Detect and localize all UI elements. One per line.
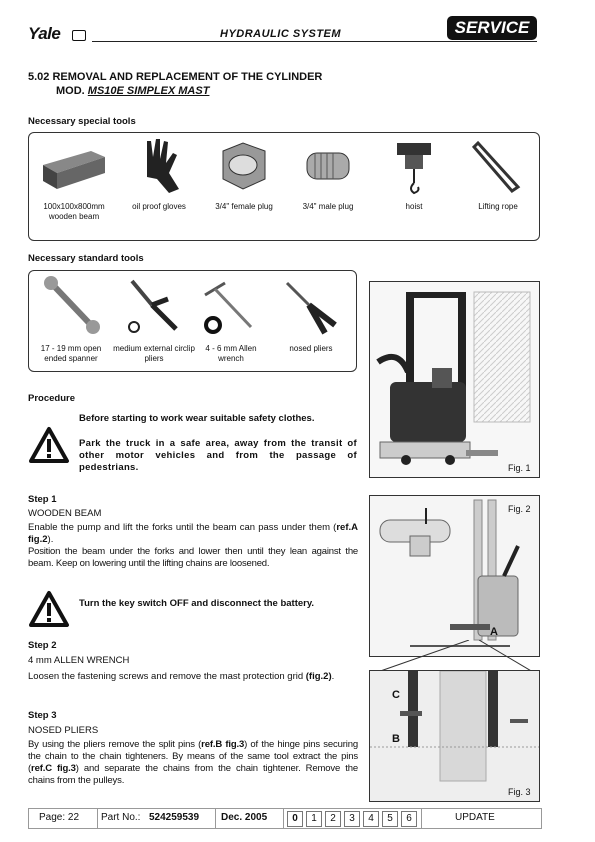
footer-partno: 524259539: [149, 812, 200, 823]
step3-text-c: ) and separate the chains from the chain tightener. Remove the chains from the pulleys.: [28, 763, 358, 786]
revision-digit: 2: [325, 811, 341, 827]
tool-nosed-pliers: [271, 275, 351, 354]
standard-tools-heading: Necessary standard tools: [28, 253, 144, 264]
figure-3-label-c: C: [392, 689, 400, 701]
step1-text-a: Enable the pump and lift the forks until the beam can pass under them (: [28, 522, 337, 533]
revision-digit: 0: [287, 811, 303, 827]
truck-figure-icon: [370, 282, 539, 477]
section-number-title: 5.02 REMOVAL AND REPLACEMENT OF THE CYLINDER: [28, 71, 323, 83]
tool-label: 3/4" female plug: [215, 202, 273, 211]
circlip-pliers-icon: [122, 275, 186, 337]
step2-text: [28, 671, 356, 683]
tool-label: 100x100x800mm wooden beam: [43, 202, 105, 221]
tool-lifting-rope: [459, 137, 537, 212]
tool-label: nosed pliers: [289, 344, 333, 353]
figure-3-label-b: B: [392, 733, 400, 745]
hoist-icon: [389, 137, 439, 195]
figure-2-label: Fig. 2: [508, 504, 531, 514]
mod-label: MOD.: [56, 85, 85, 97]
step1-tool: WOODEN BEAM: [28, 508, 102, 519]
tool-hoist: [374, 137, 454, 212]
tool-label: Lifting rope: [478, 202, 518, 211]
procedure-heading: Procedure: [28, 393, 75, 404]
standard-tools-box: [28, 270, 357, 372]
service-badge: SERVICE: [447, 16, 537, 40]
warning-triangle-icon: [28, 426, 70, 464]
step1-text: [28, 522, 358, 570]
step2-heading: Step 2: [28, 640, 57, 651]
warning-triangle-icon: [28, 590, 70, 628]
revision-digit: 5: [382, 811, 398, 827]
figure-3-label: Fig. 3: [508, 787, 531, 797]
footer-date: Dec. 2005: [221, 812, 268, 823]
step3-text-a: By using the pliers remove the split pins (: [28, 739, 202, 750]
revision-digit: 4: [363, 811, 379, 827]
step1-warning-battery: Turn the key switch OFF and disconnect the battery.: [79, 598, 315, 609]
spanner-icon: [39, 275, 103, 337]
step3-text-b: ) of the hinge pins securing the chain to the chain tighteners. By means of the same tool extract the pins (: [28, 739, 358, 774]
tool-label: oil proof gloves: [132, 202, 186, 211]
procedure-warning-clothes: Before starting to work wear suitable safety clothes.: [79, 413, 315, 424]
procedure-warning-park: Park the truck in a safe area, away from the transit of other motor vehicles and from the passage of pedestrians.: [79, 438, 357, 473]
yale-logo: Yale: [28, 24, 61, 43]
step1-text-b: ).: [47, 534, 54, 545]
footer-update: UPDATE: [455, 812, 495, 823]
header-title: HYDRAULIC SYSTEM: [220, 28, 342, 40]
nosed-pliers-icon: [279, 275, 343, 337]
footer-partno-label: Part No.:: [101, 812, 141, 823]
female-plug-icon: [213, 139, 275, 195]
tool-male-plug: [287, 139, 369, 212]
revision-digit: 1: [306, 811, 322, 827]
tool-label: 4 - 6 mm Allen wrench: [205, 344, 257, 363]
tool-wooden-beam: [33, 143, 115, 222]
footer-bar: [28, 808, 542, 829]
revision-digit: 6: [401, 811, 417, 827]
mod-value: MS10E SIMPLEX MAST: [87, 85, 210, 97]
truck-mast-figure-icon: [370, 496, 539, 656]
tool-circlip-pliers: [113, 275, 195, 364]
tool-spanner: [31, 275, 111, 364]
wooden-beam-icon: [39, 143, 109, 195]
figure-3: [369, 670, 540, 802]
tool-label: 3/4" male plug: [302, 202, 354, 211]
step3-heading: Step 3: [28, 710, 57, 721]
step1-heading: Step 1: [28, 494, 57, 505]
tool-gloves: [119, 137, 199, 212]
step3-ref-c: ref.C fig.3: [31, 763, 76, 774]
tool-female-plug: [204, 139, 284, 212]
allen-wrench-icon: [199, 275, 263, 337]
lifting-rope-icon: [468, 137, 528, 195]
male-plug-icon: [297, 139, 359, 195]
tool-label: medium external circlip pliers: [113, 344, 195, 363]
special-tools-heading: Necessary special tools: [28, 116, 136, 127]
logo-truck-icon: [72, 30, 86, 41]
step2-ref: (fig.2): [305, 671, 332, 682]
step2-text-end: .: [331, 671, 335, 682]
glove-icon: [129, 137, 189, 195]
step3-text: [28, 739, 358, 787]
tool-label: hoist: [405, 202, 423, 211]
step1-ref: ref.A fig.2: [28, 522, 358, 545]
step3-ref-b: ref.B fig.3: [201, 739, 245, 750]
step1-text-2: Position the beam under the forks and lower then until they lean against the beam. Keep on lowering until the lifting chains are loosened.: [28, 546, 358, 569]
figure-1: [369, 281, 540, 478]
tool-label: 17 - 19 mm open ended spanner: [40, 344, 102, 363]
step3-tool: NOSED PLIERS: [28, 725, 99, 736]
section-title: [28, 70, 322, 98]
figure-1-label: Fig. 1: [508, 463, 531, 473]
revision-digit: 3: [344, 811, 360, 827]
step2-tool: 4 mm ALLEN WRENCH: [28, 655, 130, 666]
figure-2-label-a: A: [490, 626, 498, 638]
special-tools-box: [28, 132, 540, 241]
step2-text-a: Loosen the fastening screws and remove the mast protection grid: [28, 671, 304, 682]
tool-allen-wrench: [195, 275, 267, 364]
header-rule: [92, 41, 537, 42]
footer-page: Page: 22: [39, 812, 80, 823]
figure-2: [369, 495, 540, 657]
